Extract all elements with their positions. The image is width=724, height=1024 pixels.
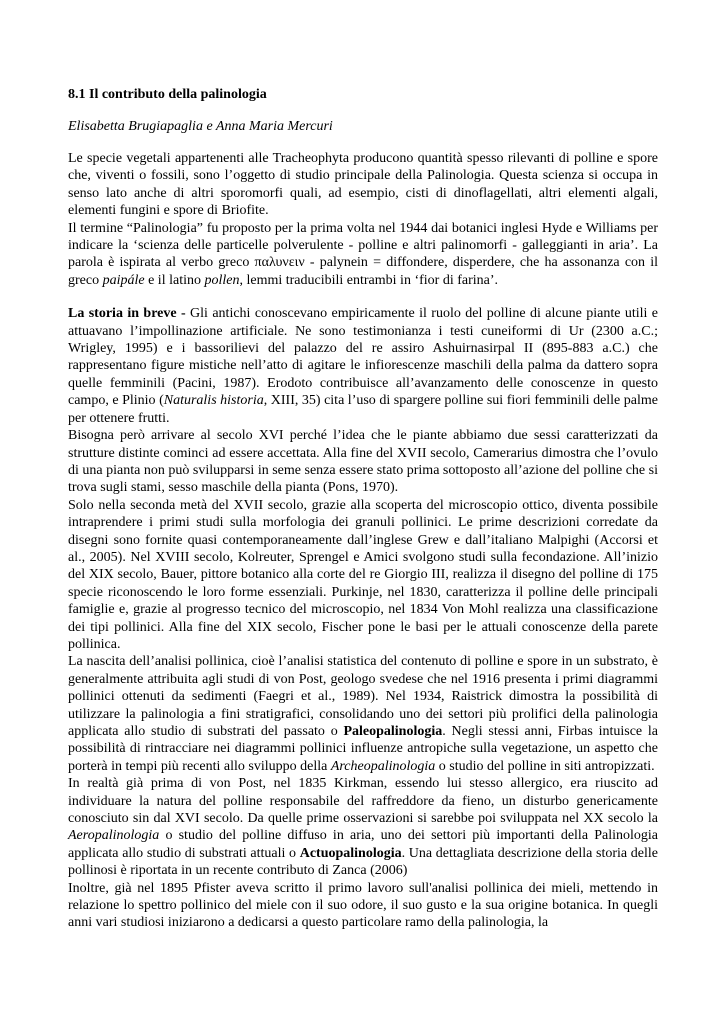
text: , XIII, 35) cita l’uso di spargere polline sui fiori femminili delle palme per ottenere frutti. — [68, 393, 659, 426]
text: . Una dettagliata descrizione della storia delle pollinosi è riportata in un recente contributo di Zanca (2006) — [68, 845, 659, 879]
italic-term: Aeropalinologia — [68, 828, 160, 844]
italic-term: Archeopalinologia — [330, 758, 436, 774]
italic-term: pollen — [204, 272, 240, 288]
paragraph-term — [68, 220, 658, 290]
text: La nascita dell’analisi pollinica, cioè l’analisi statistica del contenuto di polline e spore in un substrato, è generalmente attribuita agli studi di von Post, geologo svedese che nel 1916 presenta i primi diagrammi pollinici ottenuti da sedimenti (Faegri et al., 1989). Nel 1934, Raistrick dimostra la possibilità di utilizzare la palinologia a fini stratigrafici, consolidando uno dei settori più prolifici della palinologia applicata allo studio di substrati del passato o — [68, 654, 658, 739]
bold-term: Actuopalinologia — [299, 845, 402, 861]
bold-term: Paleopalinologia — [343, 724, 443, 739]
paragraph-xvi-century: Bisogna però arrivare al secolo XVI perché l’idea che le piante abbiamo due sessi caratterizzati da strutture distinte cominci ad essere accettata. Alla fine del XVII secolo, Camerarius dimostra che l’ovulo di una pianta non può svilupparsi in seme senza essere stato prima sottoposto all’azione del polline che si trova sugli stami, sesso maschile della pianta (Pons, 1970). — [68, 428, 658, 496]
paragraph-pollen-analysis — [68, 653, 658, 775]
text: o studio del polline in siti antropizzati. — [435, 758, 655, 774]
paragraph-intro: Le specie vegetali appartenenti alle Tracheophyta producono quantità spesso rilevanti di polline e spore che, viventi o fossili, sono l’oggetto di studio principale della Palinologia. Questa scienza si occupa in senso lato anche di altri sporomorfi quali, ad esempio, cisti di dinoflagellati, altri elementi algali, elementi fungini e spore di Briofite. — [68, 151, 658, 219]
text: Il termine “Palinologia” fu proposto per la prima volta nel 1944 dai botanici inglesi Hyde e Williams per indicare la ‘scienza delle particelle polverulente - polline e altri palinomorfi - galleggianti in aria’. La parola è ispirata al verbo greco παλυνειν - palynein = diffondere, disperdere, che ha assonanza con il greco — [68, 220, 658, 288]
text: o studio del polline diffuso in aria, uno dei settori più importanti della Palinologia applicata allo studio di substrati attuali o — [68, 828, 658, 861]
text: , lemmi traducibili entrambi in ‘fior di farina’. — [239, 272, 499, 288]
paragraph-history — [68, 305, 658, 427]
paragraph-aeropalynology — [68, 775, 658, 879]
paragraph-microscope: Solo nella seconda metà del XVII secolo, grazie alla scoperta del microscopio ottico, diventa possibile intraprendere i primi studi sulla morfologia dei granuli pollinici. Le prime descrizioni corredate da disegni sono fornite quasi contemporaneamente dall’inglese Grew e dall’italiano Malpighi (Accorsi et al., 2005). Nel XVIII secolo, Kolreuter, Sprengel e Amici svolgono studi sulla fecondazione. All’inizio del XIX secolo, Bauer, pittore botanico alla corte del re Giorgio III, realizza il disegno del polline di 175 specie riconoscendo le loro forme essenziali. Purkinje, nel 1830, caratterizza il polline delle principali famiglie e, grazie al progresso tecnico del microscopio, nel 1834 Von Mohl realizza una classificazione dei tipi pollinici. Alla fine del XIX secolo, Fischer pone le basi per le attuali conoscenze della parete pollinica. — [68, 497, 658, 652]
italic-term: paipále — [102, 272, 145, 288]
text: . Negli stessi anni, Firbas intuisce la possibilità di rintracciare nei diagrammi pollinici influenze antropiche sulla vegetazione, un aspetto che porterà in tempi più recenti allo sviluppo della — [68, 724, 658, 774]
text: Gli antichi conoscevano empiricamente il ruolo del polline di alcune piante utili e attuavano l’impollinazione artificiale. Ne sono testimonianza i testi cuneiformi di Ur (2300 a.C.; Wrigley, 1995) e i bassorilievi del palazzo del re assiro Ashuirnasirpal II (895-883 a.C.) che rappresentano figure mistiche nell’atto di agitare le infiorescenze maschili della palma da dattero sopra quelle femminili (Pacini, 1987). Erodoto contribuisce all’avanzamento delle conoscenze in questo campo, e Plinio ( — [68, 306, 658, 409]
section-title: 8.1 Il contributo della palinologia — [68, 87, 267, 102]
authors: Elisabetta Brugiapaglia e Anna Maria Mercuri — [68, 119, 333, 134]
bold-heading: La storia in breve - — [68, 306, 186, 322]
paragraph-honey: Inoltre, già nel 1895 Pfister aveva scritto il primo lavoro sull'analisi pollinica dei mieli, mettendo in relazione lo spettro pollinico del miele con il suo odore, il suo gusto e la sua origine botanica. In quegli anni vari studiosi iniziarono a dedicarsi a questo particolare ramo della palinologia, la — [68, 880, 658, 931]
text: e il latino — [144, 272, 205, 288]
italic-term: Naturalis historia — [163, 393, 264, 409]
text: In realtà già prima di von Post, nel 1835 Kirkman, essendo lui stesso allergico, era riuscito ad individuare la natura del polline responsabile del raffreddore da fieno, un disturbo genericamente conosciuto sin dal XVI secolo. Da quelle prime osservazioni si sarebbe poi sviluppata nel XX secolo la — [68, 776, 658, 827]
